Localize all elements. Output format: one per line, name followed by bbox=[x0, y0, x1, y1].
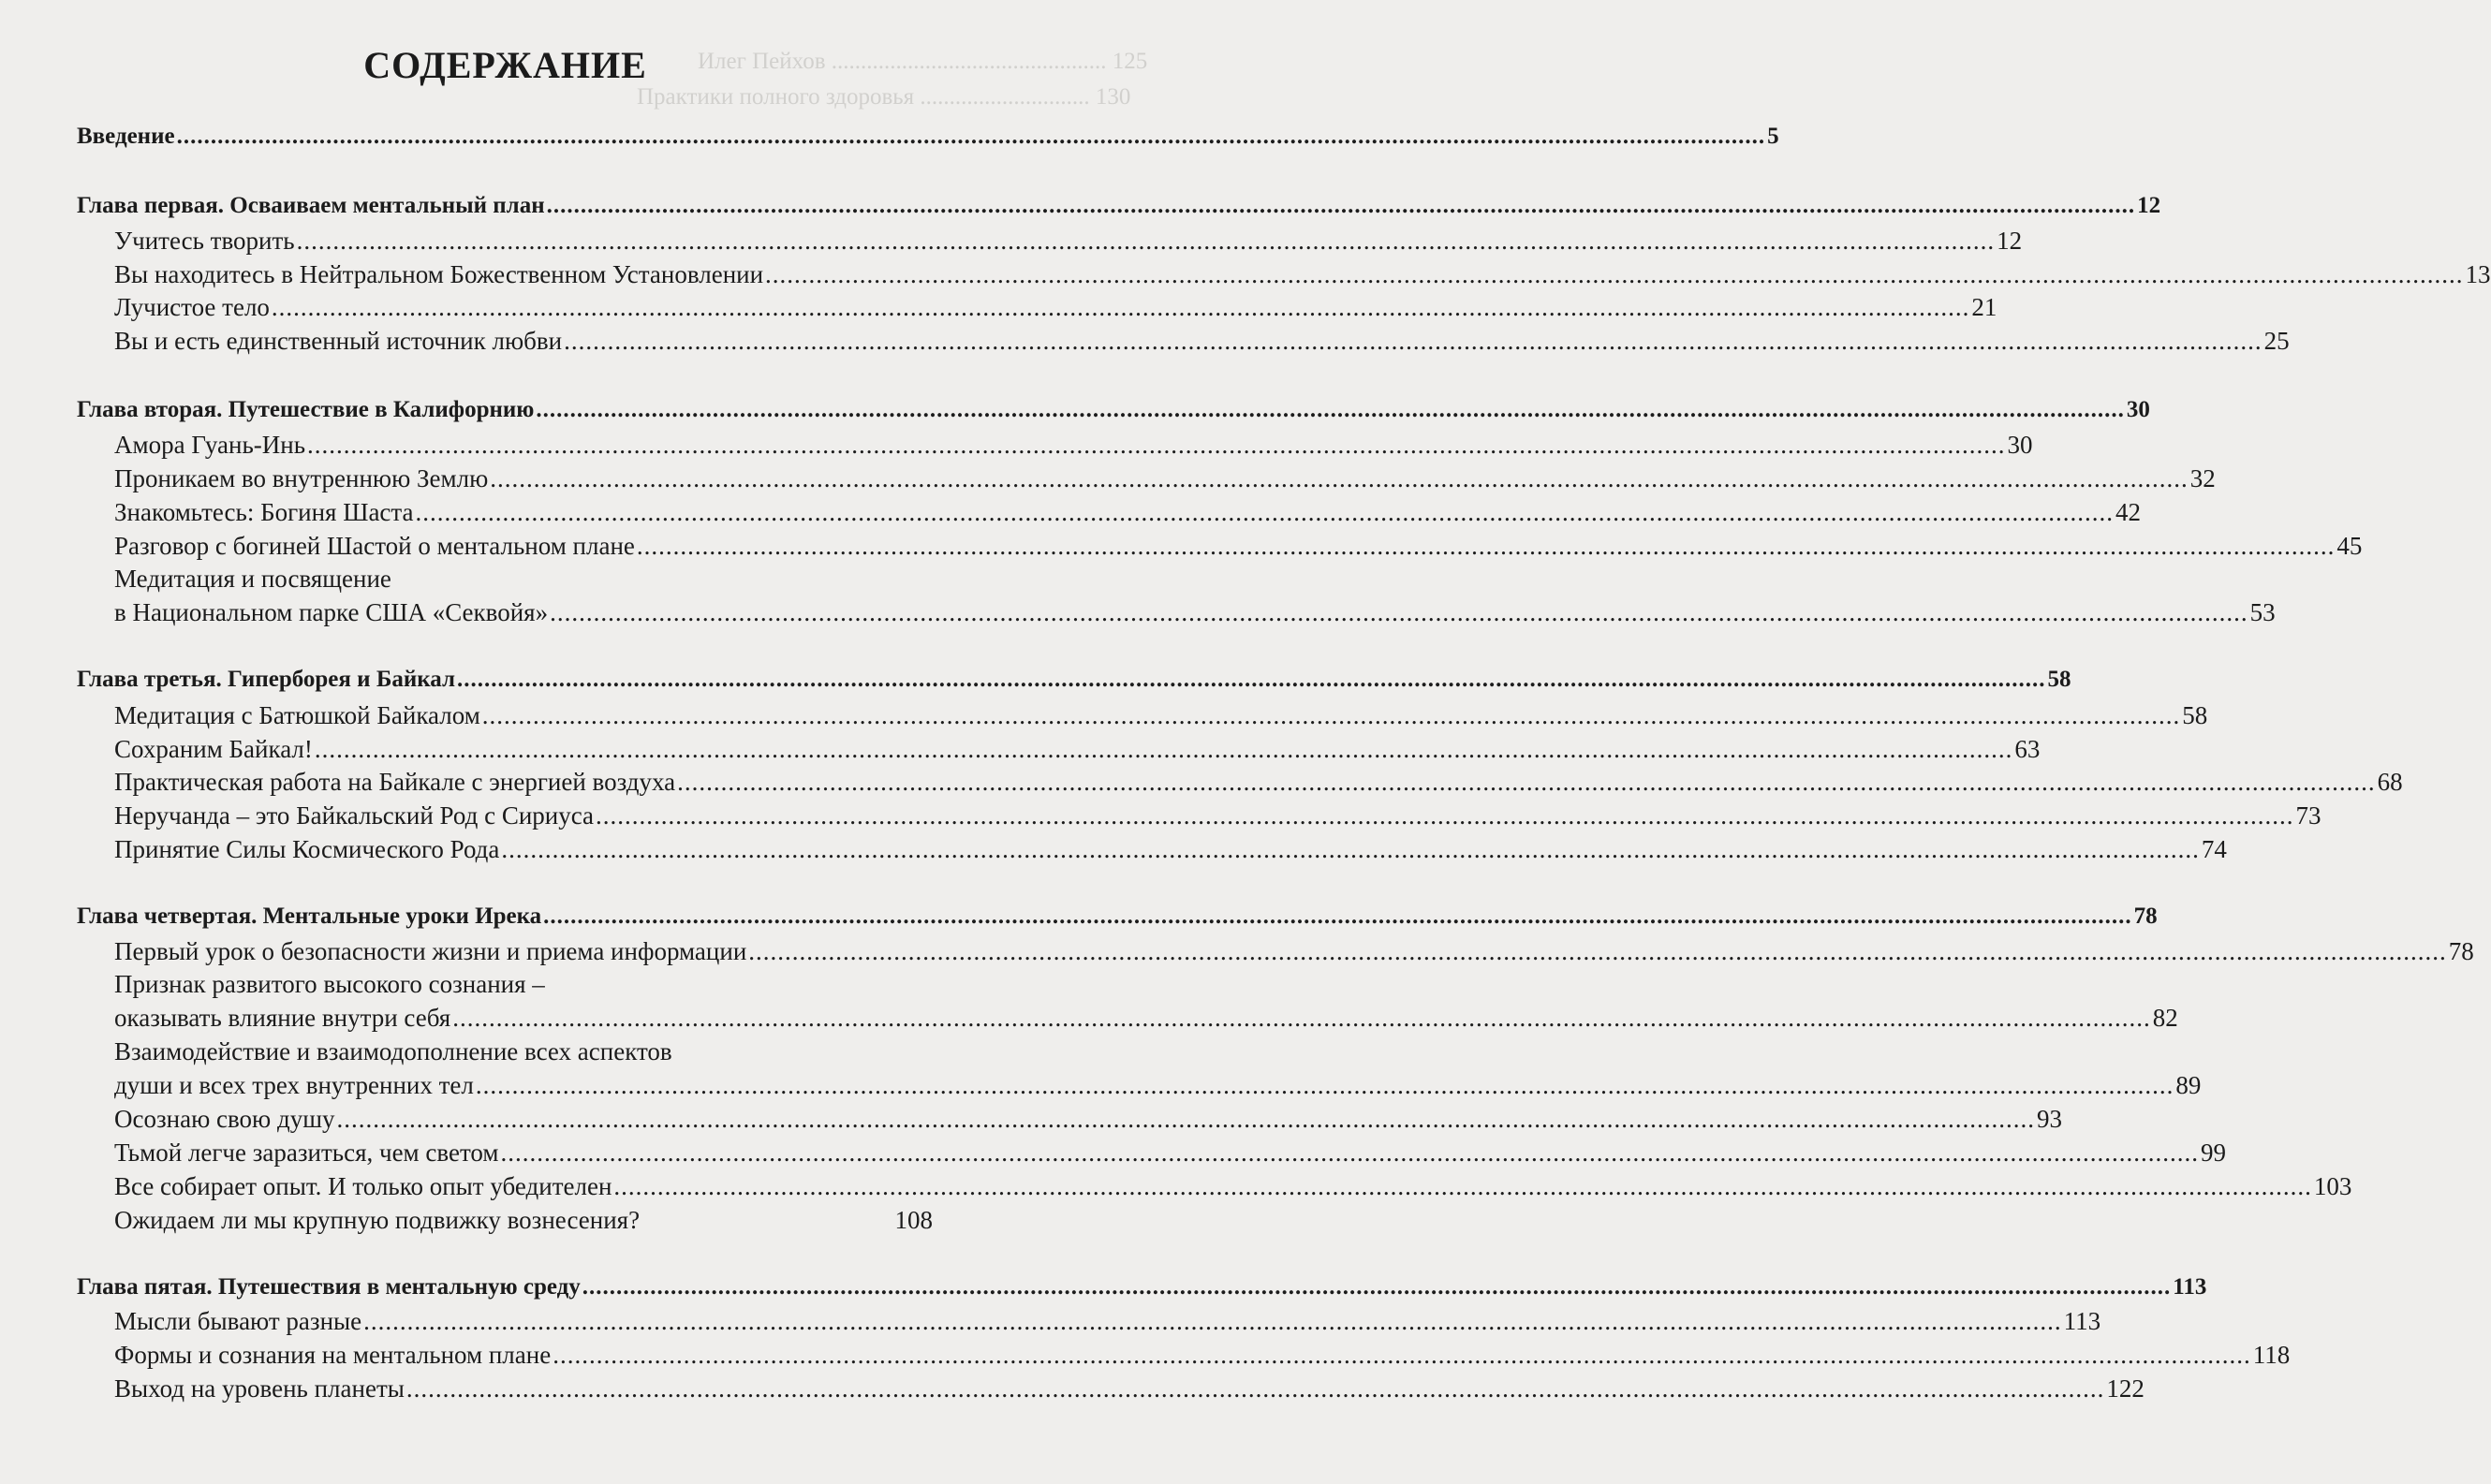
toc-chapter[interactable] bbox=[77, 1269, 2207, 1306]
toc-entry[interactable] bbox=[114, 594, 2276, 631]
dot-leader bbox=[637, 527, 2336, 565]
toc-entry[interactable] bbox=[114, 763, 2403, 801]
dot-leader bbox=[596, 797, 2294, 834]
dot-leader bbox=[363, 1302, 2062, 1340]
dot-leader bbox=[553, 1336, 2251, 1374]
toc-title: Разговор с богиней Шастой о ментальном плане bbox=[114, 532, 635, 560]
toc-title: Тьмой легче заразиться, чем светом bbox=[114, 1139, 499, 1167]
toc-chapter[interactable] bbox=[77, 391, 2150, 429]
toc-title: Принятие Силы Космического Рода bbox=[114, 835, 500, 863]
toc-title: Признак развитого высокого сознания – bbox=[114, 970, 545, 998]
toc-page: 63 bbox=[2014, 735, 2041, 763]
dot-leader bbox=[501, 830, 2200, 868]
toc-entry[interactable] bbox=[114, 830, 2227, 868]
toc-page: 58 bbox=[2047, 667, 2071, 692]
toc-title: Мысли бывают разные bbox=[114, 1307, 362, 1335]
toc-entry[interactable] bbox=[114, 256, 2491, 293]
toc-page: 12 bbox=[2137, 193, 2161, 218]
dot-leader bbox=[550, 594, 2248, 631]
toc-page: 78 bbox=[2448, 937, 2474, 965]
toc-title: Практическая работа на Байкале с энергией воздуха bbox=[114, 768, 676, 796]
toc-page: 78 bbox=[2133, 904, 2158, 929]
dot-leader bbox=[315, 730, 2013, 768]
toc-page: 32 bbox=[2189, 464, 2216, 492]
toc-entry[interactable] bbox=[114, 527, 2363, 565]
dot-leader bbox=[337, 1100, 2036, 1138]
toc-entry[interactable] bbox=[114, 1066, 2202, 1104]
dot-leader bbox=[748, 933, 2447, 970]
toc-entry[interactable] bbox=[114, 697, 2208, 734]
toc-title: в Национальном парке США «Секвойя» bbox=[114, 598, 549, 626]
toc-entry[interactable] bbox=[114, 1134, 2226, 1171]
toc-title: Глава первая. Осваиваем ментальный план bbox=[77, 193, 545, 218]
dot-leader bbox=[476, 1066, 2174, 1104]
toc-page: 58 bbox=[2182, 701, 2208, 729]
toc-page: 122 bbox=[2106, 1374, 2145, 1403]
toc-entry-line1[interactable] bbox=[114, 965, 933, 1003]
toc-title: Лучистое тело bbox=[114, 293, 270, 321]
toc-title: Проникаем во внутреннюю Землю bbox=[114, 464, 489, 492]
dot-leader bbox=[765, 256, 2464, 293]
toc-entry[interactable] bbox=[114, 730, 2041, 768]
toc-page: 73 bbox=[2295, 801, 2321, 830]
dot-leader bbox=[297, 222, 1996, 259]
toc-title: Глава третья. Гиперборея и Байкал bbox=[77, 667, 456, 692]
bleed-through-line: Практики полного здоровья ............................. 130 bbox=[637, 84, 1131, 110]
toc-title: Ожидаем ли мы крупную подвижку вознесения? bbox=[114, 1206, 641, 1234]
toc-page: 108 bbox=[894, 1206, 933, 1234]
toc-title: Выход на уровень планеты bbox=[114, 1374, 405, 1403]
toc-entry[interactable] bbox=[114, 999, 2178, 1036]
toc-page: 53 bbox=[2249, 598, 2276, 626]
dot-leader bbox=[406, 1370, 2105, 1407]
toc-title: Формы и сознания на ментальном плане bbox=[114, 1341, 552, 1369]
toc-page: 12 bbox=[1997, 227, 2023, 255]
dot-leader bbox=[272, 288, 1970, 326]
toc-entry[interactable] bbox=[114, 1168, 2352, 1205]
toc-entry[interactable] bbox=[114, 460, 2216, 497]
toc-title: Знакомьтесь: Богиня Шаста bbox=[114, 498, 414, 526]
toc-page: 21 bbox=[1971, 293, 1997, 321]
dot-leader bbox=[677, 763, 2376, 801]
toc-title: Вы и есть единственный источник любви bbox=[114, 327, 563, 355]
toc-title: Амора Гуань-Инь bbox=[114, 431, 306, 459]
toc-page: 42 bbox=[2115, 498, 2142, 526]
toc-entry[interactable] bbox=[114, 933, 2474, 970]
toc-page: 99 bbox=[2200, 1139, 2226, 1167]
toc-page: 93 bbox=[2037, 1105, 2062, 1133]
dot-leader bbox=[452, 999, 2151, 1036]
toc-entry[interactable] bbox=[114, 797, 2321, 834]
dot-leader bbox=[613, 1168, 2312, 1205]
toc-entry[interactable] bbox=[114, 1370, 2145, 1407]
toc-title: Вы находитесь в Нейтральном Божественном Установлении bbox=[114, 260, 764, 288]
page-title: СОДЕРЖАНИЕ bbox=[363, 44, 647, 86]
toc-title: Глава вторая. Путешествие в Калифорнию bbox=[77, 397, 535, 422]
toc-title: Учитесь творить bbox=[114, 227, 295, 255]
toc-title: Взаимодействие и взаимодополнение всех аспектов bbox=[114, 1037, 672, 1065]
toc-title: оказывать влияние внутри себя bbox=[114, 1004, 451, 1032]
dot-leader bbox=[582, 1269, 2172, 1306]
toc-page: 103 bbox=[2313, 1172, 2352, 1200]
toc-page: 68 bbox=[2377, 768, 2403, 796]
toc-entry[interactable] bbox=[114, 1302, 2101, 1340]
toc-title: Сохраним Байкал! bbox=[114, 735, 313, 763]
toc-title: Первый урок о безопасности жизни и приема информации bbox=[114, 937, 747, 965]
toc-title: Все собирает опыт. И только опыт убедителен bbox=[114, 1172, 612, 1200]
toc-page: 30 bbox=[2007, 431, 2033, 459]
toc-title: Глава пятая. Путешествия в ментальную среду bbox=[77, 1274, 581, 1300]
bleed-through-line: Илег Пейхов ............................................... 125 bbox=[698, 49, 1148, 74]
toc-entry-line1[interactable] bbox=[114, 560, 933, 597]
toc-title: Медитация и посвящение bbox=[114, 565, 391, 593]
toc-entry[interactable] bbox=[114, 426, 2033, 463]
toc-page: 82 bbox=[2152, 1004, 2178, 1032]
toc-chapter[interactable] bbox=[77, 661, 2071, 698]
toc-title: Введение bbox=[77, 124, 175, 149]
toc-entry[interactable] bbox=[114, 1201, 933, 1239]
toc-entry[interactable] bbox=[114, 493, 2142, 531]
toc-page: 45 bbox=[2336, 532, 2363, 560]
toc-title: Неручанда – это Байкальский Род с Сириуса bbox=[114, 801, 595, 830]
toc-page: 13 bbox=[2465, 260, 2491, 288]
toc-entry-line1[interactable] bbox=[114, 1033, 933, 1070]
dot-leader bbox=[177, 118, 1766, 155]
dot-leader bbox=[500, 1134, 2199, 1171]
toc-entry[interactable] bbox=[114, 288, 1997, 326]
toc-entry[interactable] bbox=[114, 1336, 2291, 1374]
toc-page: 74 bbox=[2201, 835, 2227, 863]
toc-entry[interactable] bbox=[114, 322, 2290, 360]
toc-title: Глава четвертая. Ментальные уроки Ирека bbox=[77, 904, 542, 929]
toc-title: Медитация с Батюшкой Байкалом bbox=[114, 701, 480, 729]
dot-leader bbox=[482, 697, 2181, 734]
toc-chapter[interactable] bbox=[77, 898, 2158, 935]
dot-leader bbox=[547, 187, 2136, 225]
toc-entry[interactable] bbox=[114, 1100, 2062, 1138]
dot-leader bbox=[307, 426, 2006, 463]
toc-page: 30 bbox=[2126, 397, 2150, 422]
dot-leader bbox=[457, 661, 2046, 698]
dot-leader bbox=[543, 898, 2132, 935]
toc-page: 5 bbox=[1767, 124, 1779, 149]
toc-title: Осознаю свою душу bbox=[114, 1105, 335, 1133]
toc-title: души и всех трех внутренних тел bbox=[114, 1071, 474, 1099]
toc-page: 89 bbox=[2175, 1071, 2202, 1099]
toc-chapter[interactable] bbox=[77, 118, 1779, 155]
dot-leader bbox=[416, 493, 2115, 531]
toc-page: 25 bbox=[2263, 327, 2290, 355]
dot-leader bbox=[490, 460, 2189, 497]
dot-leader bbox=[536, 391, 2125, 429]
toc-page: 113 bbox=[2173, 1274, 2207, 1300]
toc-page: 113 bbox=[2063, 1307, 2101, 1335]
toc-entry[interactable] bbox=[114, 222, 2023, 259]
dot-leader bbox=[564, 322, 2263, 360]
toc-page: 118 bbox=[2252, 1341, 2291, 1369]
toc-chapter[interactable] bbox=[77, 187, 2161, 225]
